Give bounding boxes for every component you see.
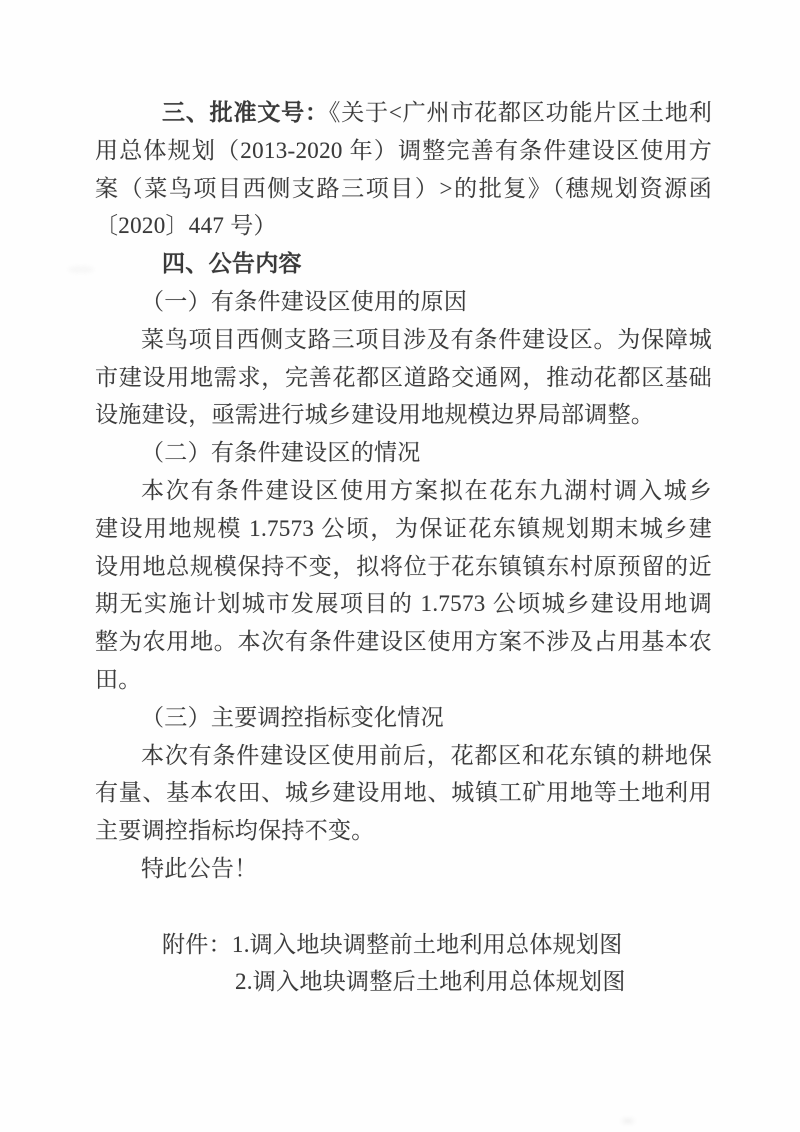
document-text-block <box>95 94 712 1001</box>
approval-number-text: 《关于<广州市花都区功能片区土地利 <box>328 100 712 125</box>
approval-number-line-1 <box>95 94 712 132</box>
situation-paragraph-line-3: 设用地总规模保持不变，拟将位于花东镇镇东村原预留的近 <box>95 553 712 579</box>
section-4-1-subheading: （一）有条件建设区使用的原因 <box>141 288 468 314</box>
attachment-line-1: 附件：1.调入地块调整前土地利用总体规划图 <box>162 931 623 957</box>
scan-artifact <box>622 1118 634 1124</box>
approval-number-line-3: 案（菜鸟项目西侧支路三项目）>的批复》（穗规划资源函 <box>95 175 712 201</box>
section-4-3-subheading: （三）主要调控指标变化情况 <box>141 704 444 730</box>
blank-line <box>95 888 712 926</box>
indicators-paragraph-line-3: 主要调控指标均保持不变。 <box>95 818 375 844</box>
section-4-heading: 四、公告内容 <box>162 251 302 277</box>
reason-paragraph-line-2: 市建设用地需求，完善花都区道路交通网，推动花都区基础 <box>95 364 712 390</box>
situation-paragraph-line-6: 田。 <box>95 666 142 692</box>
scan-artifact <box>68 266 94 273</box>
situation-paragraph-line-1: 本次有条件建设区使用方案拟在花东九湖村调入城乡 <box>141 477 712 503</box>
indicators-paragraph-line-2: 有量、基本农田、城乡建设用地、城镇工矿用地等土地利用 <box>95 780 712 806</box>
situation-paragraph-line-5: 整为农用地。本次有条件建设区使用方案不涉及占用基本农 <box>95 629 712 655</box>
approval-number-line-2: 用总体规划（2013-2020 年）调整完善有条件建设区使用方 <box>95 137 712 163</box>
attachment-line-2: 2.调入地块调整后土地利用总体规划图 <box>235 969 626 995</box>
approval-number-line-4: 〔2020〕447 号） <box>95 213 277 239</box>
indicators-paragraph-line-1: 本次有条件建设区使用前后，花都区和花东镇的耕地保 <box>141 742 712 768</box>
closing-statement: 特此公告！ <box>141 855 258 881</box>
section-3-heading: 三、批准文号： <box>162 100 329 125</box>
reason-paragraph-line-1: 菜鸟项目西侧支路三项目涉及有条件建设区。为保障城 <box>141 326 712 352</box>
situation-paragraph-line-4: 期无实施计划城市发展项目的 1.7573 公顷城乡建设用地调 <box>95 591 712 617</box>
situation-paragraph-line-2: 建设用地规模 1.7573 公顷，为保证花东镇规划期末城乡建 <box>95 515 712 541</box>
section-4-2-subheading: （二）有条件建设区的情况 <box>141 440 421 466</box>
reason-paragraph-line-3: 设施建设，亟需进行城乡建设用地规模边界局部调整。 <box>95 402 655 428</box>
